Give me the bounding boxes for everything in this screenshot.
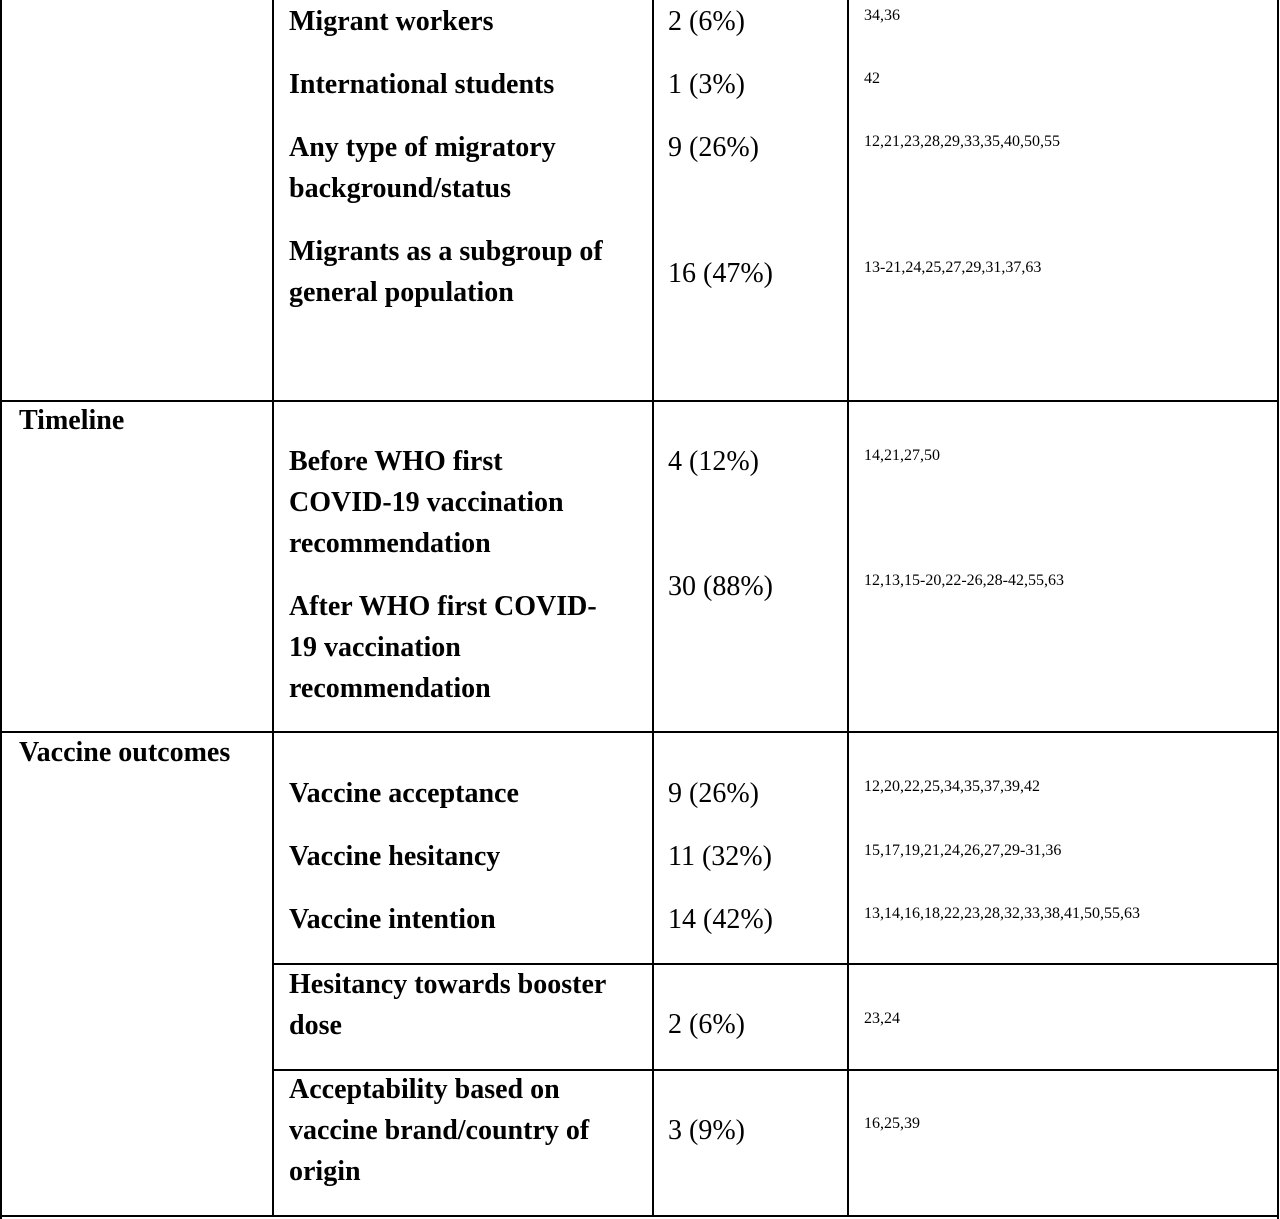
row-count: 11 (32%) — [668, 841, 772, 872]
row-references: 12,13,15-20,22-26,28-42,55,63 — [864, 572, 1064, 589]
row-count: 9 (26%) — [668, 132, 759, 163]
row-label: International students — [289, 69, 555, 100]
row-count: 30 (88%) — [668, 571, 773, 602]
row-count: 2 (6%) — [668, 1009, 745, 1040]
column-divider — [272, 0, 274, 1217]
row-references: 14,21,27,50 — [864, 447, 940, 464]
row-count: 3 (9%) — [668, 1115, 745, 1146]
row-count: 1 (3%) — [668, 69, 745, 100]
row-label: Hesitancy towards booster dose — [289, 969, 607, 1041]
row-label: Migrants as a subgroup of general population — [289, 236, 603, 308]
row-count: 2 (6%) — [668, 6, 745, 37]
row-references: 13,14,16,18,22,23,28,32,33,38,41,50,55,63 — [864, 905, 1140, 922]
row-count: 16 (47%) — [668, 258, 773, 289]
row-count: 14 (42%) — [668, 904, 773, 935]
row-references: 13-21,24,25,27,29,31,37,63 — [864, 259, 1042, 276]
row-label: Any type of migratory background/status — [289, 132, 556, 204]
category-timeline: Timeline — [19, 405, 125, 436]
row-references: 12,20,22,25,34,35,37,39,42 — [864, 778, 1040, 795]
category-vaccine-outcomes: Vaccine outcomes — [19, 737, 231, 768]
row-label: Vaccine hesitancy — [289, 841, 501, 872]
table-border-left — [0, 0, 2, 1219]
row-label: Vaccine intention — [289, 904, 496, 935]
row-label: Migrant workers — [289, 6, 494, 37]
row-label: Vaccine acceptance — [289, 778, 519, 809]
row-label: Acceptability based on vaccine brand/country of origin — [289, 1074, 590, 1187]
row-label: After WHO first COVID- 19 vaccination recommendation — [289, 591, 597, 704]
column-divider — [847, 0, 849, 1217]
row-references: 16,25,39 — [864, 1115, 920, 1132]
row-references: 42 — [864, 70, 880, 87]
row-references: 12,21,23,28,29,33,35,40,50,55 — [864, 133, 1060, 150]
row-references: 15,17,19,21,24,26,27,29-31,36 — [864, 842, 1062, 859]
row-count: 9 (26%) — [668, 778, 759, 809]
row-divider — [0, 400, 1279, 402]
row-count: 4 (12%) — [668, 446, 759, 477]
row-label: Before WHO first COVID-19 vaccination recommendation — [289, 446, 564, 559]
table-border-bottom — [0, 1215, 1279, 1217]
table-border-right — [1277, 0, 1279, 1219]
row-references: 23,24 — [864, 1010, 900, 1027]
column-divider — [652, 0, 654, 1217]
row-references: 34,36 — [864, 7, 900, 24]
